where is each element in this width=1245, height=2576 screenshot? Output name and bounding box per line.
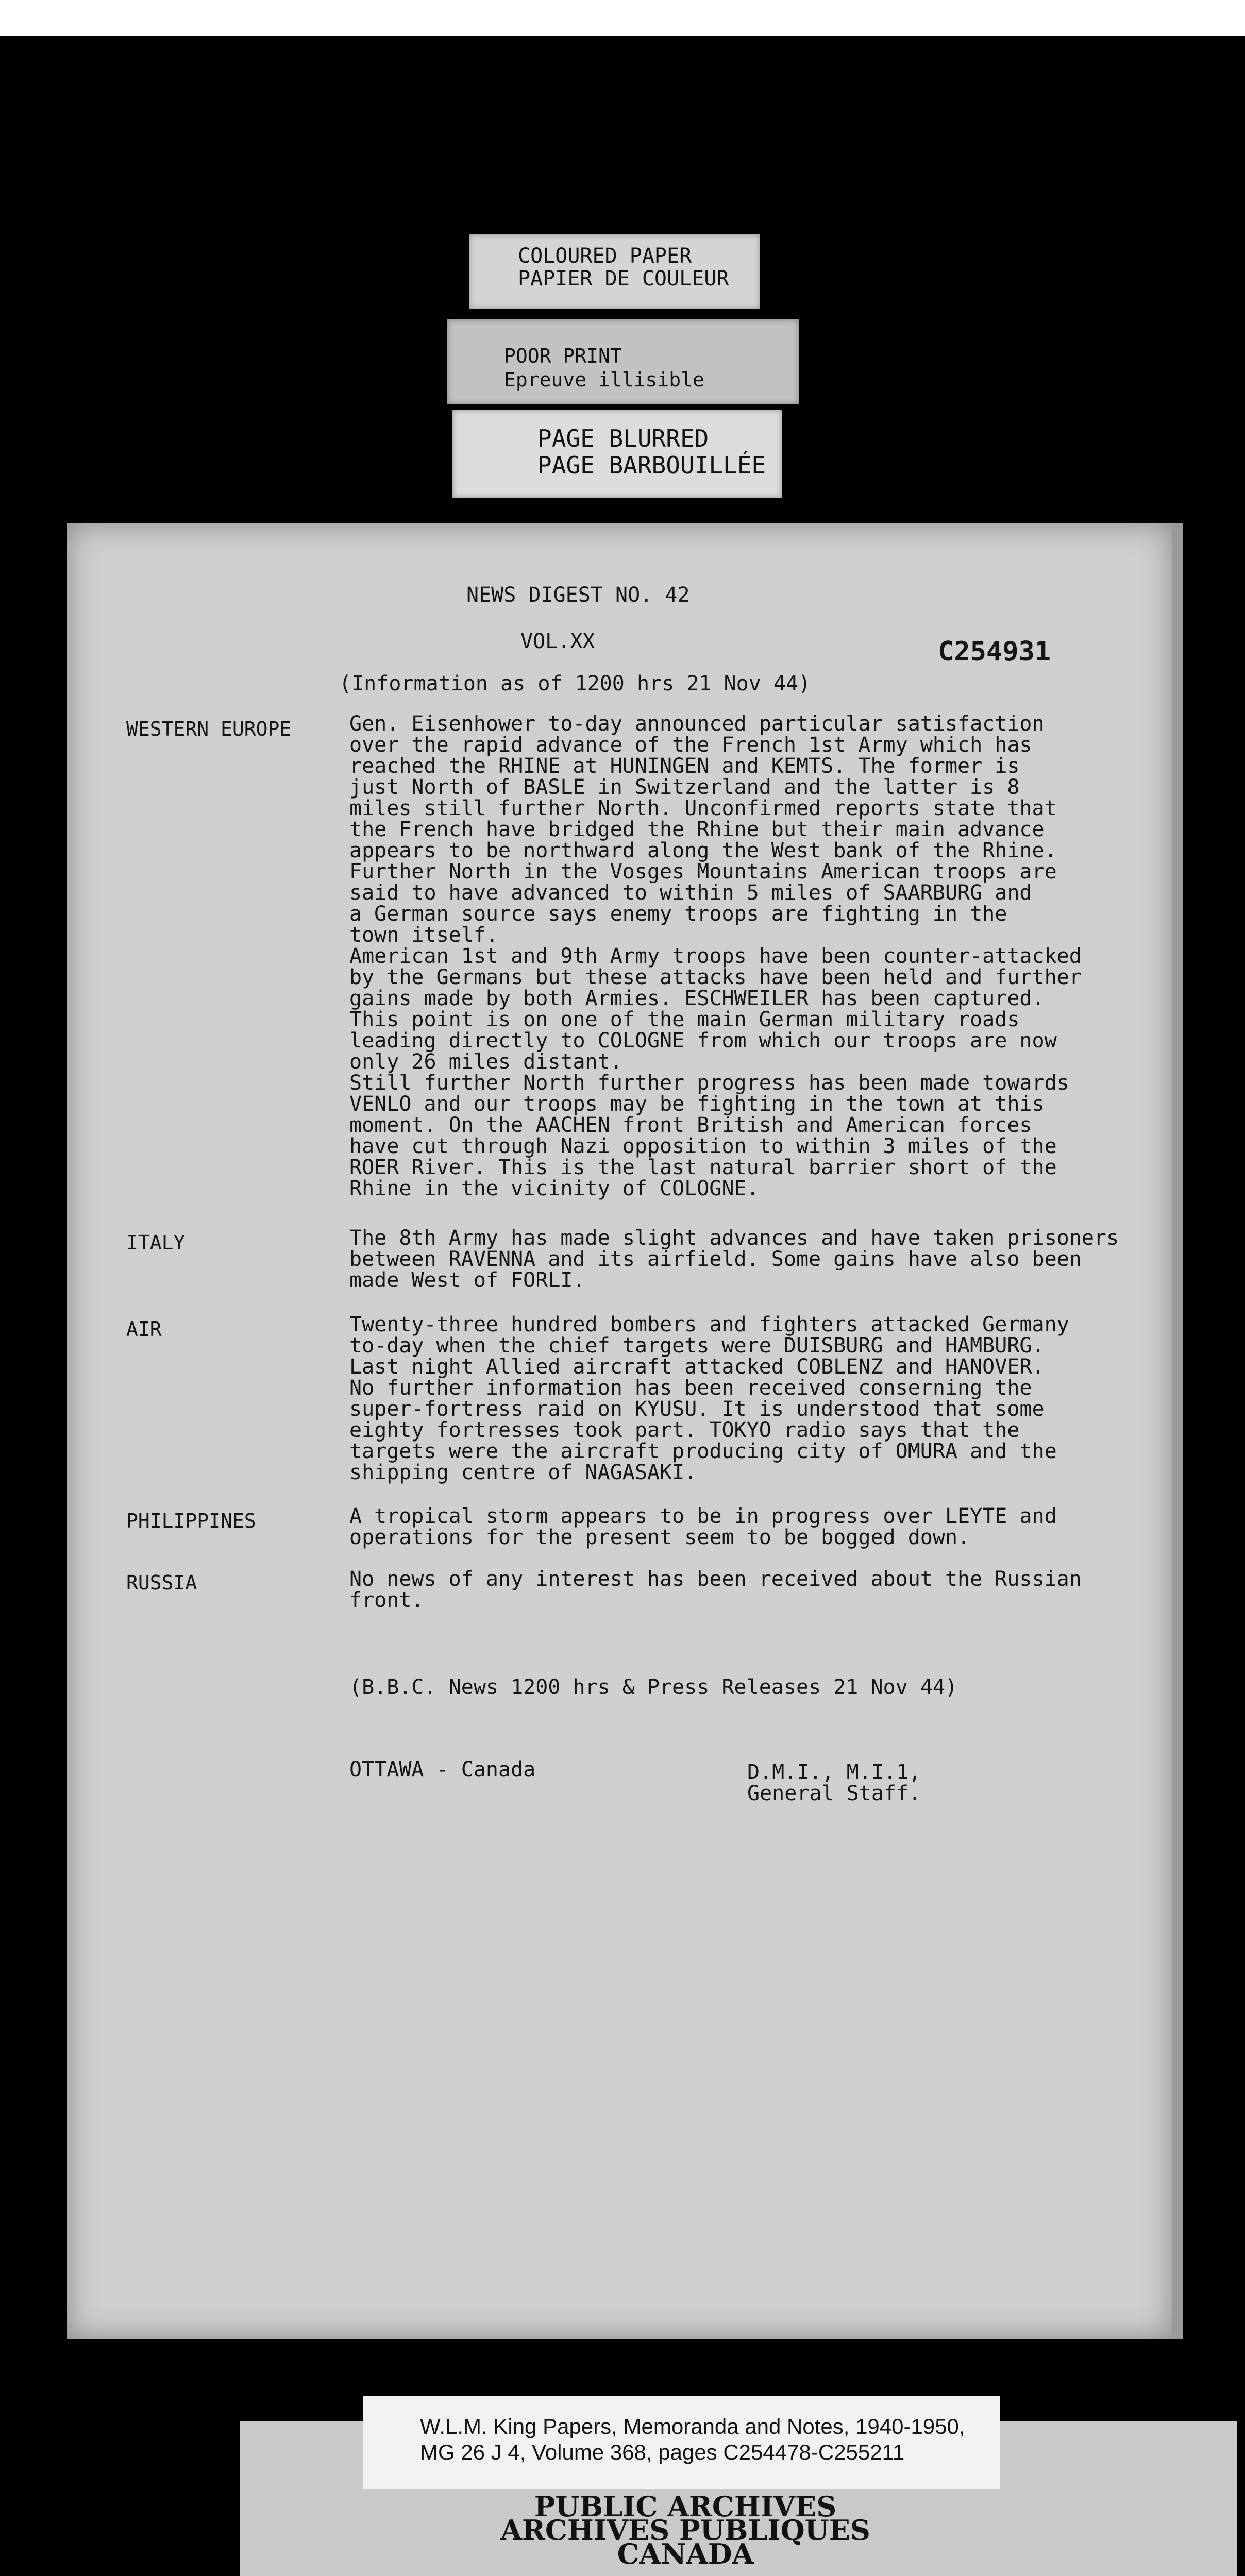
text-line: only 26 miles distant. [349, 1050, 622, 1074]
stamp-line: PAPIER DE COULEUR [518, 267, 729, 291]
collection-line: W.L.M. King Papers, Memoranda and Notes, 1940-1950, [420, 2414, 965, 2438]
text-line: ROER River. This is the last natural barrier short of the [349, 1156, 1057, 1179]
poor-print-stamp [447, 319, 799, 404]
stamp-line: POOR PRINT [504, 345, 622, 367]
section-label: AIR [126, 1318, 162, 1341]
text-line: to-day when the chief targets were DUISBURG and HAMBURG. [349, 1334, 1045, 1358]
top-margin [0, 0, 1245, 36]
reference-number: C254931 [938, 636, 1051, 667]
text-line: said to have advanced to within 5 miles of SAARBURG and [349, 881, 1032, 905]
archives-line: PUBLIC ARCHIVES [534, 2490, 837, 2523]
collection-label [363, 2396, 1000, 2489]
section-label: PHILIPPINES [126, 1510, 256, 1532]
section-body [349, 1569, 1082, 1611]
text-line: moment. On the AACHEN front British and American forces [349, 1113, 1032, 1137]
text-line: Gen. Eisenhower to-day announced particular satisfaction [349, 712, 1045, 736]
info-timestamp: (Information as of 1200 hrs 21 Nov 44) [339, 672, 811, 696]
archives-line: ARCHIVES PUBLIQUES [500, 2514, 870, 2547]
stamp-line: COLOURED PAPER [518, 244, 692, 268]
text-line: a German source says enemy troops are fighting in the [349, 902, 1007, 926]
document-page [67, 523, 1172, 2339]
text-line: No news of any interest has been received about the Russian [349, 1567, 1082, 1591]
origin-line: OTTAWA - Canada [349, 1758, 536, 1782]
collection-line: MG 26 J 4, Volume 368, pages C254478-C255211 [420, 2440, 905, 2464]
volume-label: VOL.XX [520, 630, 595, 653]
signature-line-2: General Staff. [747, 1782, 921, 1805]
stamp-line: PAGE BLURRED [537, 425, 709, 452]
text-line: targets were the aircraft producing city of OMURA and the [349, 1439, 1057, 1463]
text-line: eighty fortresses took part. TOKYO radio says that the [349, 1418, 1020, 1442]
text-line: Last night Allied aircraft attacked COBLENZ and HANOVER. [349, 1355, 1045, 1379]
text-line: appears to be northward along the West bank of the Rhine. [349, 839, 1057, 862]
text-line: A tropical storm appears to be in progress over LEYTE and [349, 1504, 1057, 1528]
text-line: This point is on one of the main German military roads [349, 1008, 1020, 1031]
text-line: Twenty-three hundred bombers and fighters attacked Germany [349, 1313, 1069, 1336]
coloured-paper-stamp [469, 234, 760, 309]
archives-line: CANADA [617, 2537, 754, 2570]
text-line: gains made by both Armies. ESCHWEILER has been captured. [349, 987, 1045, 1010]
text-line: over the rapid advance of the French 1st Army which has [349, 733, 1032, 757]
text-line: just North of BASLE in Switzerland and the latter is 8 [349, 775, 1020, 799]
signature-line-1: D.M.I., M.I.1, [747, 1760, 921, 1784]
document-title: NEWS DIGEST NO. 42 [466, 583, 690, 607]
text-line: town itself. [349, 923, 498, 947]
page-edge [1172, 523, 1183, 2339]
text-line: The 8th Army has made slight advances and have taken prisoners [349, 1226, 1119, 1250]
section-body [349, 1228, 1119, 1291]
section-label: RUSSIA [126, 1571, 197, 1594]
text-line: operations for the present seem to be bogged down. [349, 1526, 970, 1549]
text-line: reached the RHINE at HUNINGEN and KEMTS. The former is [349, 754, 1020, 778]
source-line: (B.B.C. News 1200 hrs & Press Releases 21 Nov 44) [349, 1675, 958, 1699]
section-label: WESTERN EUROPE [126, 718, 292, 740]
section-label: ITALY [126, 1231, 186, 1254]
text-line: shipping centre of NAGASAKI. [349, 1461, 697, 1484]
text-line: front. [349, 1588, 424, 1612]
text-line: miles still further North. Unconfirmed reports state that [349, 796, 1057, 820]
text-line: Still further North further progress has been made towards [349, 1071, 1069, 1095]
text-line: leading directly to COLOGNE from which our troops are now [349, 1029, 1057, 1053]
text-line: American 1st and 9th Army troops have been counter-attacked [349, 944, 1082, 968]
text-line: super-fortress raid on KYUSU. It is understood that some [349, 1397, 1045, 1421]
text-line: Further North in the Vosges Mountains American troops are [349, 860, 1057, 884]
text-line: between RAVENNA and its airfield. Some gains have also been [349, 1247, 1082, 1271]
stamp-line: Epreuve illisible [504, 368, 704, 391]
text-line: by the Germans but these attacks have been held and further [349, 965, 1082, 989]
page-blurred-stamp [452, 410, 782, 498]
archives-stamp [484, 2490, 886, 2570]
section-body [349, 1314, 1069, 1483]
text-line: Rhine in the vicinity of COLOGNE. [349, 1177, 759, 1200]
stamp-line: PAGE BARBOUILLÉE [537, 451, 766, 479]
text-line: No further information has been received conserning the [349, 1376, 1032, 1400]
text-line: VENLO and our troops may be fighting in the town at this [349, 1092, 1045, 1116]
text-line: made West of FORLI. [349, 1268, 585, 1292]
section-body [349, 1506, 1057, 1548]
section-body [349, 714, 1082, 1199]
text-line: have cut through Nazi opposition to within 3 miles of the [349, 1134, 1057, 1158]
text-line: the French have bridged the Rhine but their main advance [349, 818, 1045, 841]
